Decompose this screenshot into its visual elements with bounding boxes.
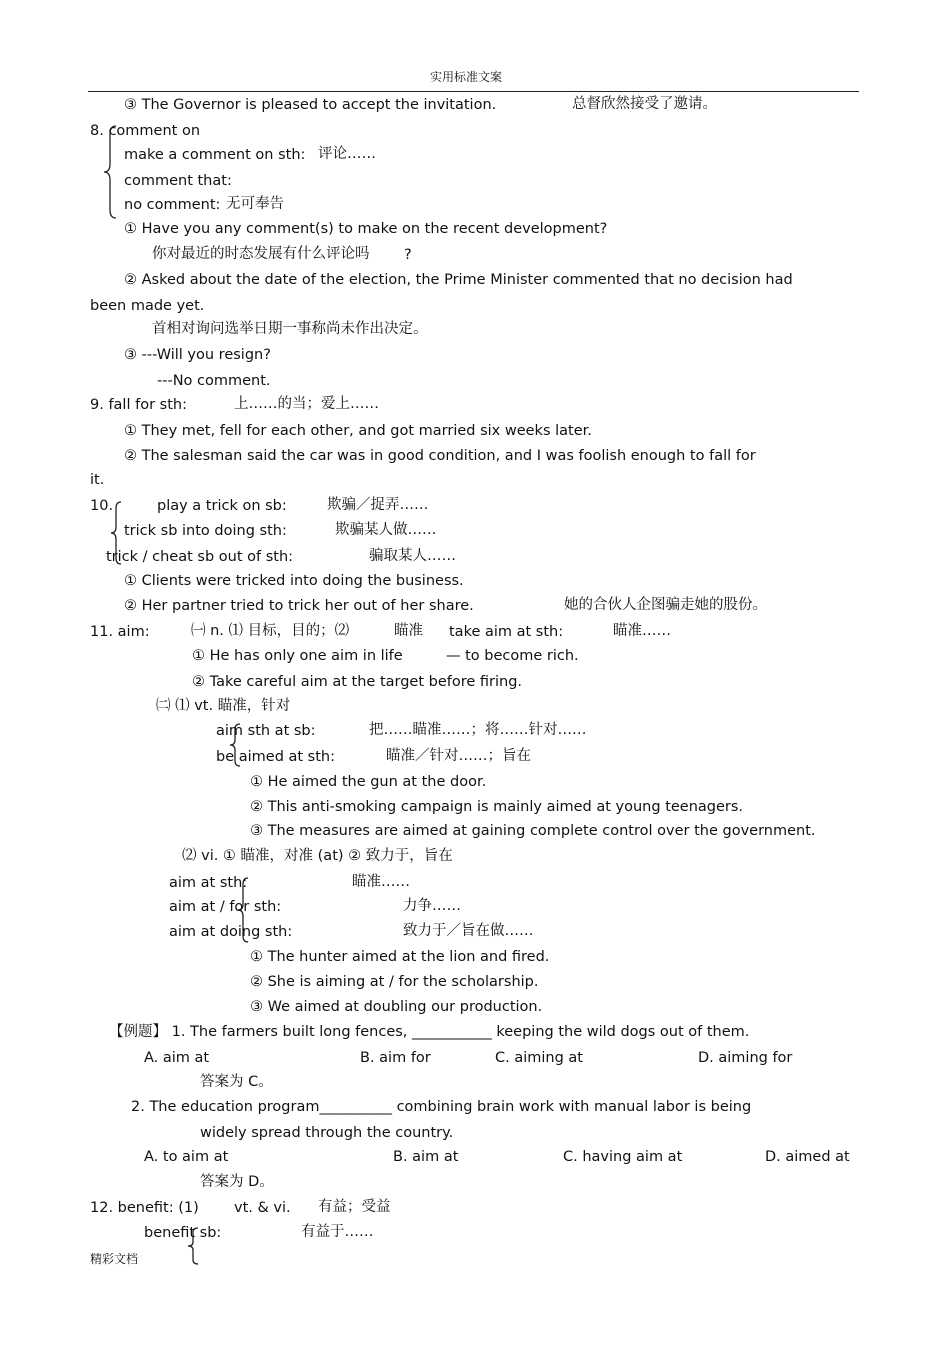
- line-34: aim at doing sth:: [169, 924, 293, 940]
- line-31: ⑵ vi. ① 瞄准，对准 (at) ② 致力于，旨在: [182, 848, 453, 864]
- line-11: ③ ---Will you resign?: [124, 347, 271, 363]
- line-22-cn: 瞄准……: [613, 623, 671, 639]
- line-12: ---No comment.: [157, 373, 271, 389]
- line-1: ③ The Governor is pleased to accept the invitation.: [124, 97, 497, 113]
- line-21-cn: 她的合伙人企图骗走她的股份。: [564, 597, 767, 613]
- page-footer: 精彩文档: [90, 1252, 139, 1266]
- line-35: ① The hunter aimed at the lion and fired.: [250, 949, 550, 965]
- line-18-cn: 欺骗某人做……: [335, 522, 437, 538]
- example-2-answer: 答案为 D。: [200, 1174, 274, 1190]
- line-46: benefit sb:: [144, 1225, 222, 1241]
- example-1-answer: 答案为 C。: [200, 1074, 273, 1090]
- example-1-opt-c: C. aiming at: [495, 1050, 583, 1066]
- line-29: ② This anti-smoking campaign is mainly aimed at young teenagers.: [250, 799, 744, 815]
- line-16: it.: [90, 472, 105, 488]
- line-37: ③ We aimed at doubling our production.: [250, 999, 543, 1015]
- line-28: ① He aimed the gun at the door.: [250, 774, 487, 790]
- line-25: ㈡ ⑴ vt. 瞄准，针对: [156, 698, 291, 714]
- line-9: been made yet.: [90, 298, 205, 314]
- example-1-opt-b: B. aim for: [360, 1050, 431, 1066]
- example-2: 2. The education program__________ combining brain work with manual labor is being: [131, 1099, 752, 1115]
- line-3: make a comment on sth:: [124, 147, 306, 163]
- line-27-cn: 瞄准／针对……；旨在: [386, 748, 531, 764]
- line-8: ② Asked about the date of the election, the Prime Minister commented that no decision had: [124, 272, 793, 288]
- example-2-opt-a: A. to aim at: [144, 1149, 229, 1165]
- line-24: ② Take careful aim at the target before firing.: [192, 674, 523, 690]
- line-13-cn: 上……的当；爱上……: [234, 396, 379, 412]
- line-23: ① He has only one aim in life: [192, 648, 403, 664]
- line-32-cn: 瞄准……: [352, 874, 410, 890]
- example-2-opt-c: C. having aim at: [563, 1149, 683, 1165]
- example-2-opt-d: D. aimed at: [765, 1149, 850, 1165]
- header-rule: [88, 91, 859, 92]
- line-22: 11. aim:: [90, 624, 150, 640]
- line-32: aim at sth:: [169, 875, 248, 891]
- line-46-cn: 有益于……: [301, 1224, 374, 1240]
- line-30: ③ The measures are aimed at gaining complete control over the government.: [250, 823, 816, 839]
- line-20: ① Clients were tricked into doing the business.: [124, 573, 464, 589]
- example-2-opt-b: B. aim at: [393, 1149, 459, 1165]
- example-1: 【例题】 1. The farmers built long fences, ___________ keeping the wild dogs out of them.: [109, 1024, 750, 1040]
- line-2: 8. comment on: [90, 123, 201, 139]
- page-header: 实用标准文案: [430, 70, 503, 84]
- example-2-cont: widely spread through the country.: [200, 1125, 454, 1141]
- line-21: ② Her partner tried to trick her out of her share.: [124, 598, 474, 614]
- line-17: play a trick on sb:: [157, 498, 287, 514]
- line-45: 12. benefit: (1): [90, 1200, 199, 1216]
- line-36: ② She is aiming at / for the scholarship.: [250, 974, 539, 990]
- line-23-b: — to become rich.: [446, 648, 579, 664]
- example-1-opt-a: A. aim at: [144, 1050, 210, 1066]
- line-4: comment that:: [124, 173, 232, 189]
- example-1-opt-d: D. aiming for: [698, 1050, 793, 1066]
- line-18: trick sb into doing sth:: [124, 523, 287, 539]
- line-14: ① They met, fell for each other, and got married six weeks later.: [124, 423, 592, 439]
- line-17-num: 10.: [90, 498, 114, 514]
- line-34-cn: 致力于／旨在做……: [403, 923, 534, 939]
- line-26-cn: 把……瞄准……；将……针对……: [369, 722, 587, 738]
- line-45-cn: 有益；受益: [318, 1199, 391, 1215]
- line-3-cn: 评论……: [318, 146, 376, 162]
- line-33: aim at / for sth:: [169, 899, 282, 915]
- line-7: 你对最近的时态发展有什么评论吗: [152, 246, 370, 262]
- line-15: ② The salesman said the car was in good condition, and I was foolish enough to fall for: [124, 448, 756, 464]
- line-5: no comment:: [124, 197, 221, 213]
- line-26: aim sth at sb:: [216, 723, 316, 739]
- line-33-cn: 力争……: [403, 898, 461, 914]
- line-13: 9. fall for sth:: [90, 397, 187, 413]
- line-10: 首相对询问选举日期一事称尚未作出决定。: [152, 321, 428, 337]
- line-22-def: ㈠ n. ⑴ 目标，目的；⑵: [191, 623, 350, 639]
- line-19: trick / cheat sb out of sth:: [106, 549, 294, 565]
- line-1-cn: 总督欣然接受了邀请。: [572, 96, 717, 112]
- line-6: ① Have you any comment(s) to make on the recent development?: [124, 221, 608, 237]
- line-17-cn: 欺骗／捉弄……: [327, 497, 429, 513]
- line-5-cn: 无可奉告: [226, 196, 284, 212]
- line-7-q: ?: [404, 247, 412, 263]
- line-22-phrase: take aim at sth:: [449, 624, 564, 640]
- line-22-aim: 瞄准: [394, 623, 423, 639]
- line-45-pos: vt. & vi.: [234, 1200, 291, 1216]
- line-19-cn: 骗取某人……: [369, 548, 456, 564]
- line-27: be aimed at sth:: [216, 749, 336, 765]
